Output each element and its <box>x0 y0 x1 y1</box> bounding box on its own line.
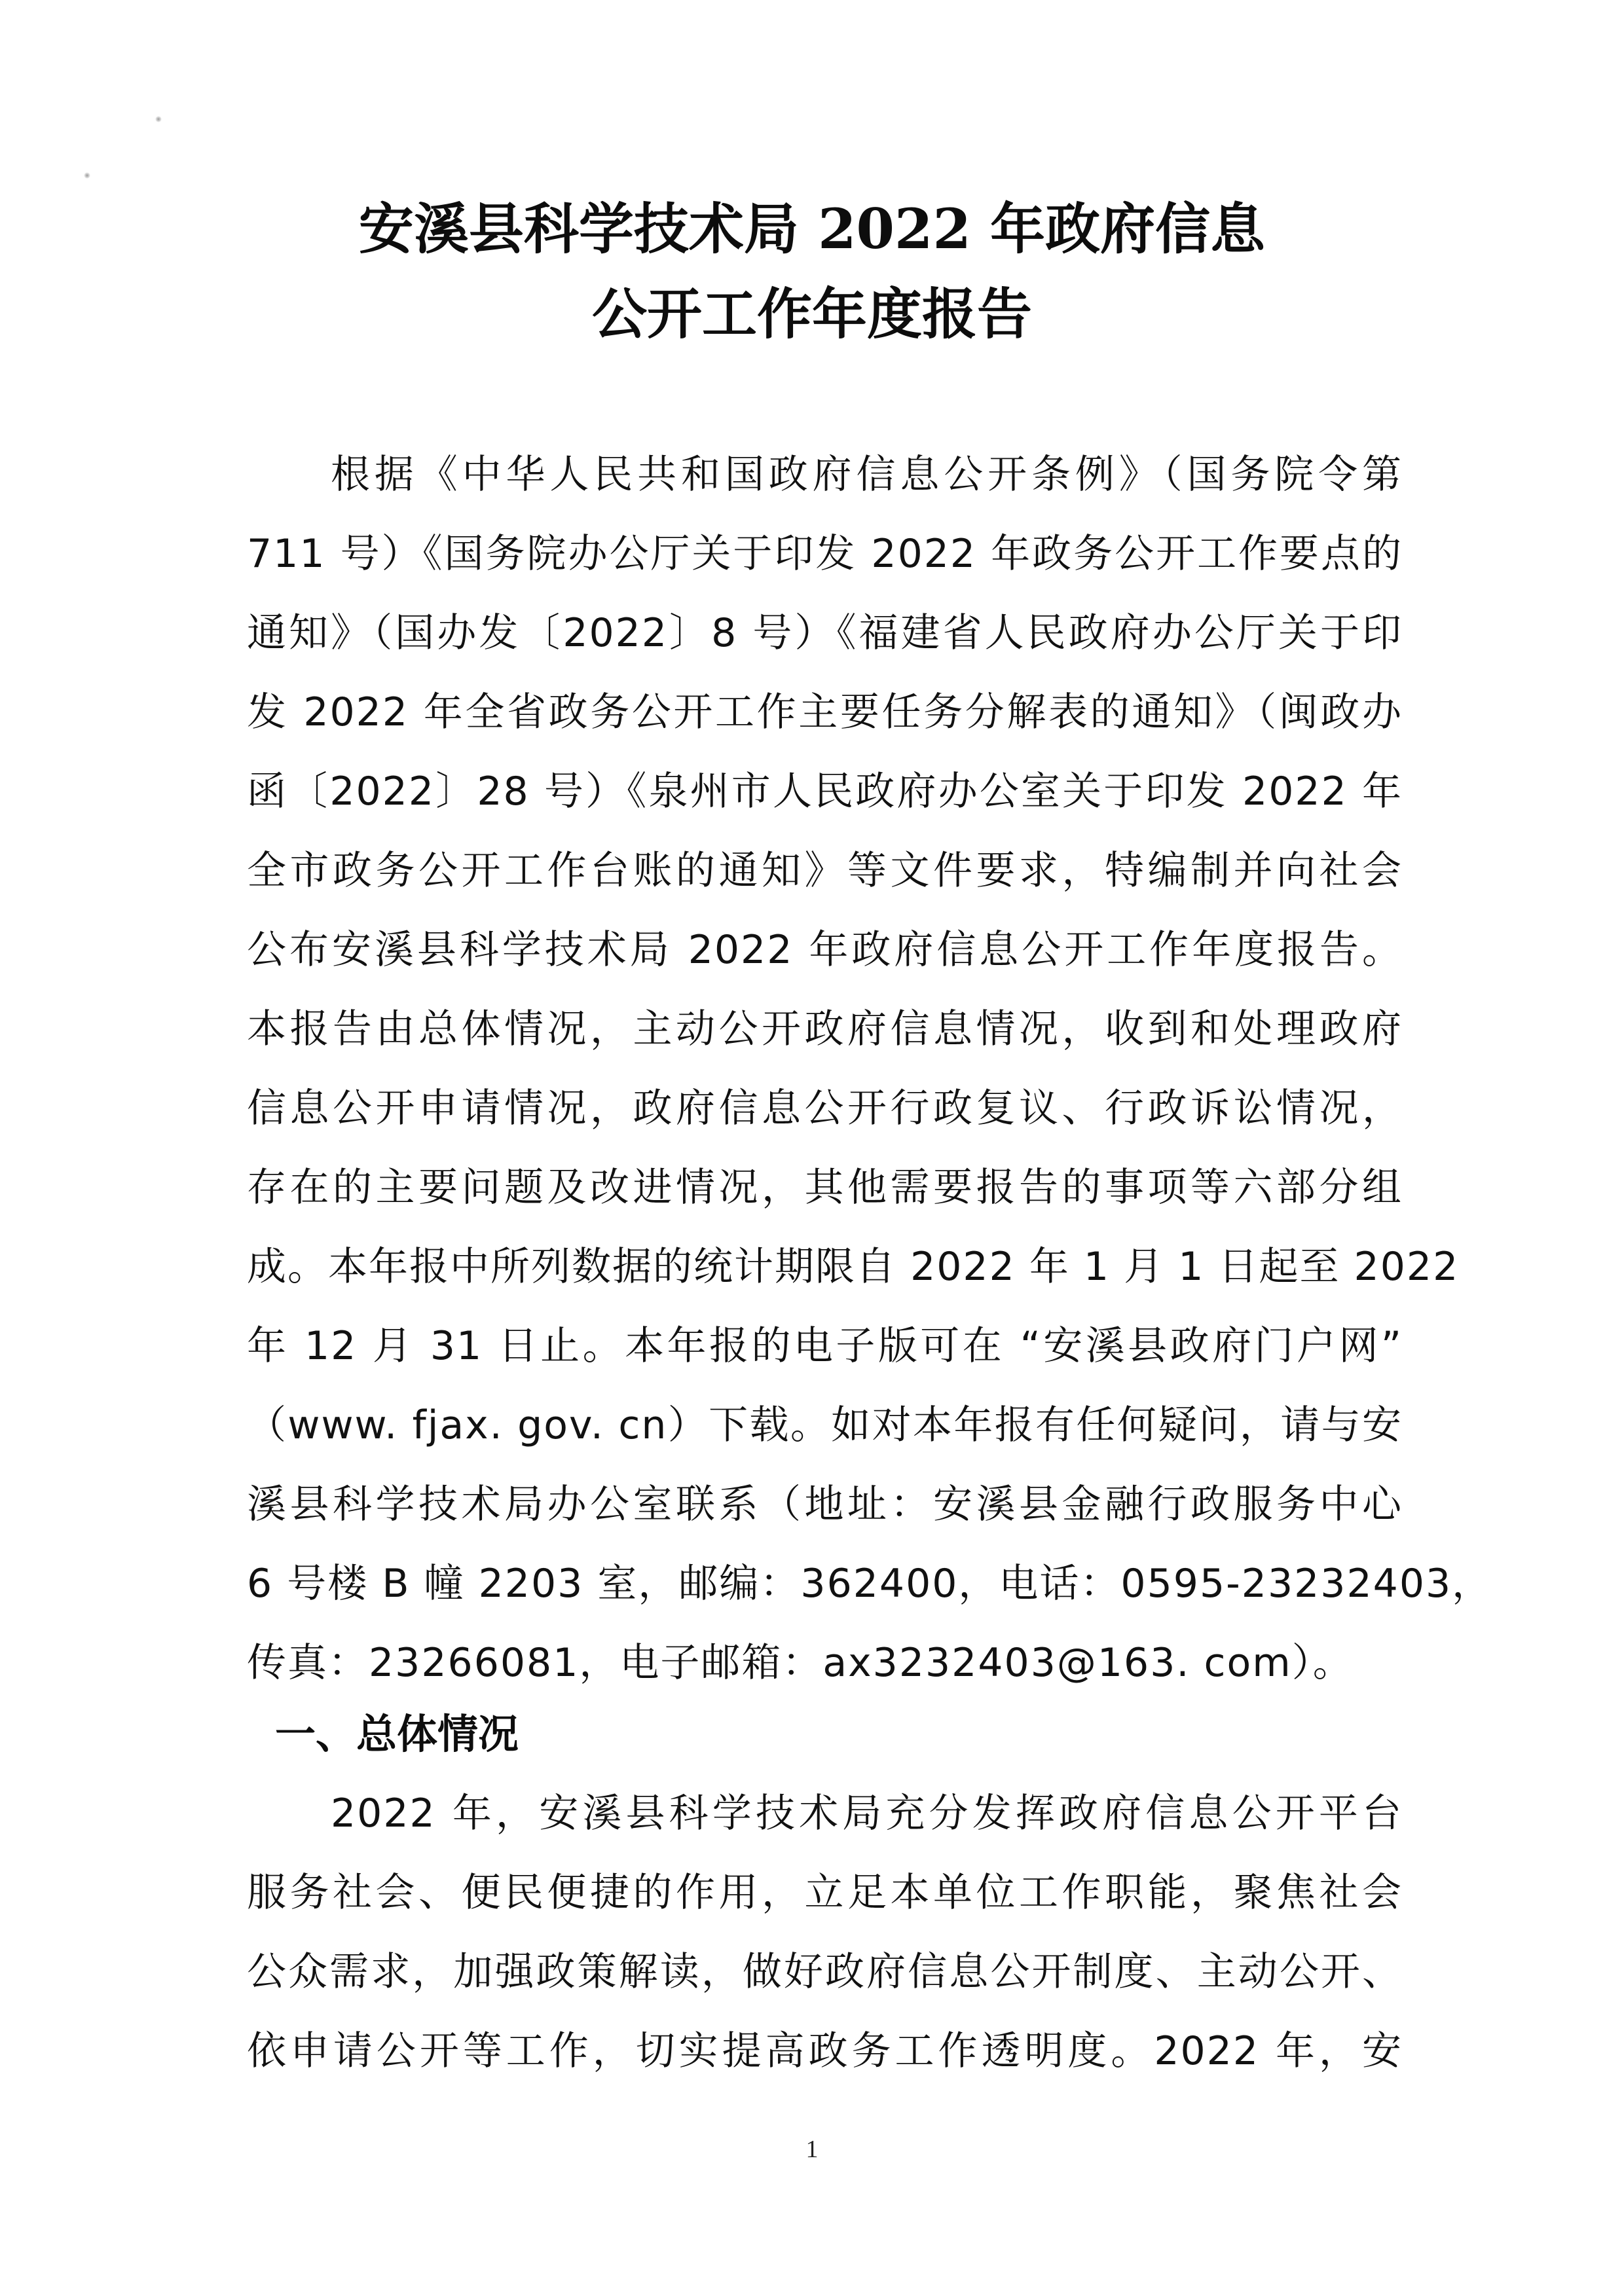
section-1-line: 公众需求，加强政策解读，做好政府信息公开制度、主动公开、 <box>247 1949 1403 1995</box>
section-1-line: 依申请公开等工作，切实提高政务工作透明度。2022 年，安 <box>247 2028 1403 2074</box>
intro-line-phone: 6 号楼 B 幢 2203 室，邮编：362400，电话：0595-23232403， <box>247 1561 1493 1607</box>
section-1-line: 服务社会、便民便捷的作用，立足本单位工作职能，聚焦社会 <box>247 1870 1403 1916</box>
intro-line: 发 2022 年全省政务公开工作主要任务分解表的通知》（闽政办 <box>247 689 1403 735</box>
intro-line: 本报告由总体情况，主动公开政府信息情况，收到和处理政府 <box>247 1006 1403 1052</box>
intro-line: 存在的主要问题及改进情况，其他需要报告的事项等六部分组 <box>247 1165 1403 1211</box>
intro-line: 通知》（国办发〔2022〕8 号）《福建省人民政府办公厅关于印 <box>247 610 1403 656</box>
intro-line-email: 传真：23266081，电子邮箱：ax3232403@163. com）。 <box>247 1640 1354 1686</box>
section-heading-overview: 一、总体情况 <box>275 1710 519 1758</box>
document-title <box>0 193 1624 363</box>
intro-line-website: （www. fjax. gov. cn）下载。如对本年报有任何疑问，请与安 <box>247 1402 1403 1448</box>
intro-line: 年 12 月 31 日止。本年报的电子版可在 “安溪县政府门户网” <box>247 1323 1403 1369</box>
title-line-2: 公开工作年度报告 <box>591 282 1032 346</box>
scan-speck-mark <box>84 172 90 179</box>
intro-line: 成。本年报中所列数据的统计期限自 2022 年 1 月 1 日起至 2022 <box>247 1244 1460 1290</box>
intro-line: 公布安溪县科学技术局 2022 年政府信息公开工作年度报告。 <box>247 927 1403 973</box>
intro-line-address: 溪县科学技术局办公室联系（地址：安溪县金融行政服务中心 <box>247 1482 1403 1527</box>
intro-line: 信息公开申请情况，政府信息公开行政复议、行政诉讼情况， <box>247 1085 1403 1131</box>
title-line-1: 安溪县科学技术局 2022 年政府信息 <box>358 196 1266 261</box>
intro-line: 函〔2022〕28 号）《泉州市人民政府办公室关于印发 2022 年 <box>247 769 1403 814</box>
intro-line: 根据《中华人民共和国政府信息公开条例》（国务院令第 <box>331 452 1403 498</box>
section-1-line: 2022 年，安溪县科学技术局充分发挥政府信息公开平台 <box>331 1791 1403 1836</box>
intro-line: 711 号）《国务院办公厅关于印发 2022 年政务公开工作要点的 <box>247 531 1403 577</box>
page-number: 1 <box>805 2136 819 2163</box>
scan-speck-mark <box>155 116 162 122</box>
intro-line: 全市政务公开工作台账的通知》等文件要求，特编制并向社会 <box>247 848 1403 894</box>
